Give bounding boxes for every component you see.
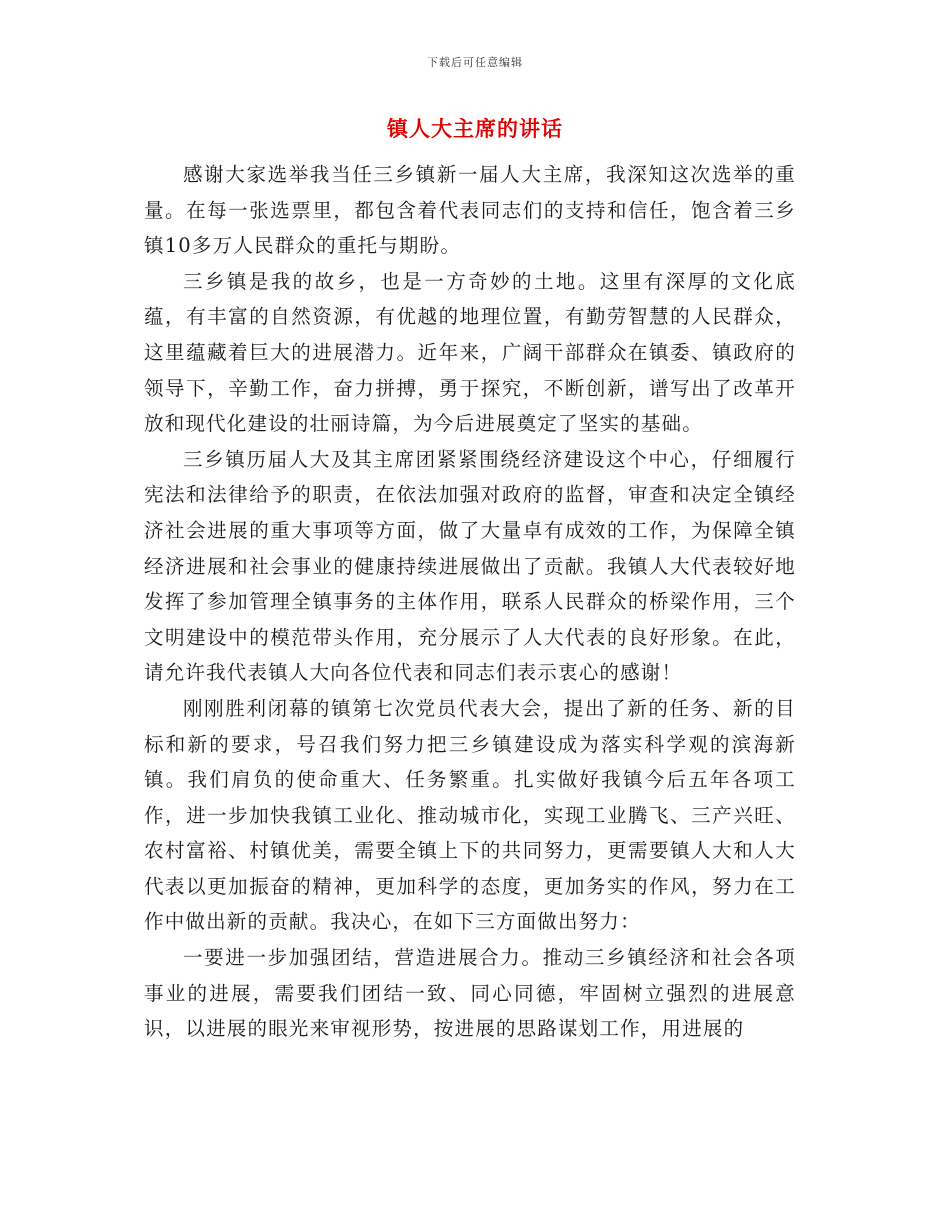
paragraph-1: 感谢大家选举我当任三乡镇新一届人大主席，我深知这次选举的重量。在每一张选票里，都包含着代表同志们的支持和信任，饱含着三乡镇10多万人民群众的重托与期盼。 — [144, 163, 796, 258]
paragraph-3: 三乡镇历届人大及其主席团紧紧围绕经济建设这个中心，仔细履行宪法和法律给予的职责，在依法加强对政府的监督，审查和决定全镇经济社会进展的重大事项等方面，做了大量卓有成效的工作，为保障全镇经济进展和社会事业的健康持续进展做出了贡献。我镇人大代表较好地发挥了参加管理全镇事务的主体作用，联系人民群众的桥梁作用，三个文明建设中的模范带头作用，充分展示了人大代表的良好形象。在此，请允许我代表镇人大向各位代表和同志们表示衷心的感谢！ — [144, 447, 796, 685]
paragraph-5: 一要进一步加强团结，营造进展合力。推动三乡镇经济和社会各项事业的进展，需要我们团结一致、同心同德，牢固树立强烈的进展意识，以进展的眼光来审视形势，按进展的思路谋划工作，用进展的 — [144, 946, 796, 1041]
paragraph-2: 三乡镇是我的故乡，也是一方奇妙的土地。这里有深厚的文化底蕴，有丰富的自然资源，有优越的地理位置，有勤劳智慧的人民群众，这里蕴藏着巨大的进展潜力。近年来，广阔干部群众在镇委、镇政府的领导下，辛勤工作，奋力拼搏，勇于探究，不断创新，谱写出了改革开放和现代化建设的壮丽诗篇，为今后进展奠定了坚实的基础。 — [144, 269, 796, 436]
document-title: 镇人大主席的讲话 — [387, 116, 563, 141]
header-note: 下载后可任意编辑 — [427, 56, 523, 69]
paragraph-4: 刚刚胜利闭幕的镇第七次党员代表大会，提出了新的任务、新的目标和新的要求，号召我们努力把三乡镇建设成为落实科学观的滨海新镇。我们肩负的使命重大、任务繁重。扎实做好我镇今后五年各项工作，进一步加快我镇工业化、推动城市化，实现工业腾飞、三产兴旺、农村富裕、村镇优美，需要全镇上下的共同努力，更需要镇人大和人大代表以更加振奋的精神，更加科学的态度，更加务实的作风，努力在工作中做出新的贡献。我决心，在如下三方面做出努力： — [144, 696, 796, 934]
document-body — [144, 157, 796, 1047]
